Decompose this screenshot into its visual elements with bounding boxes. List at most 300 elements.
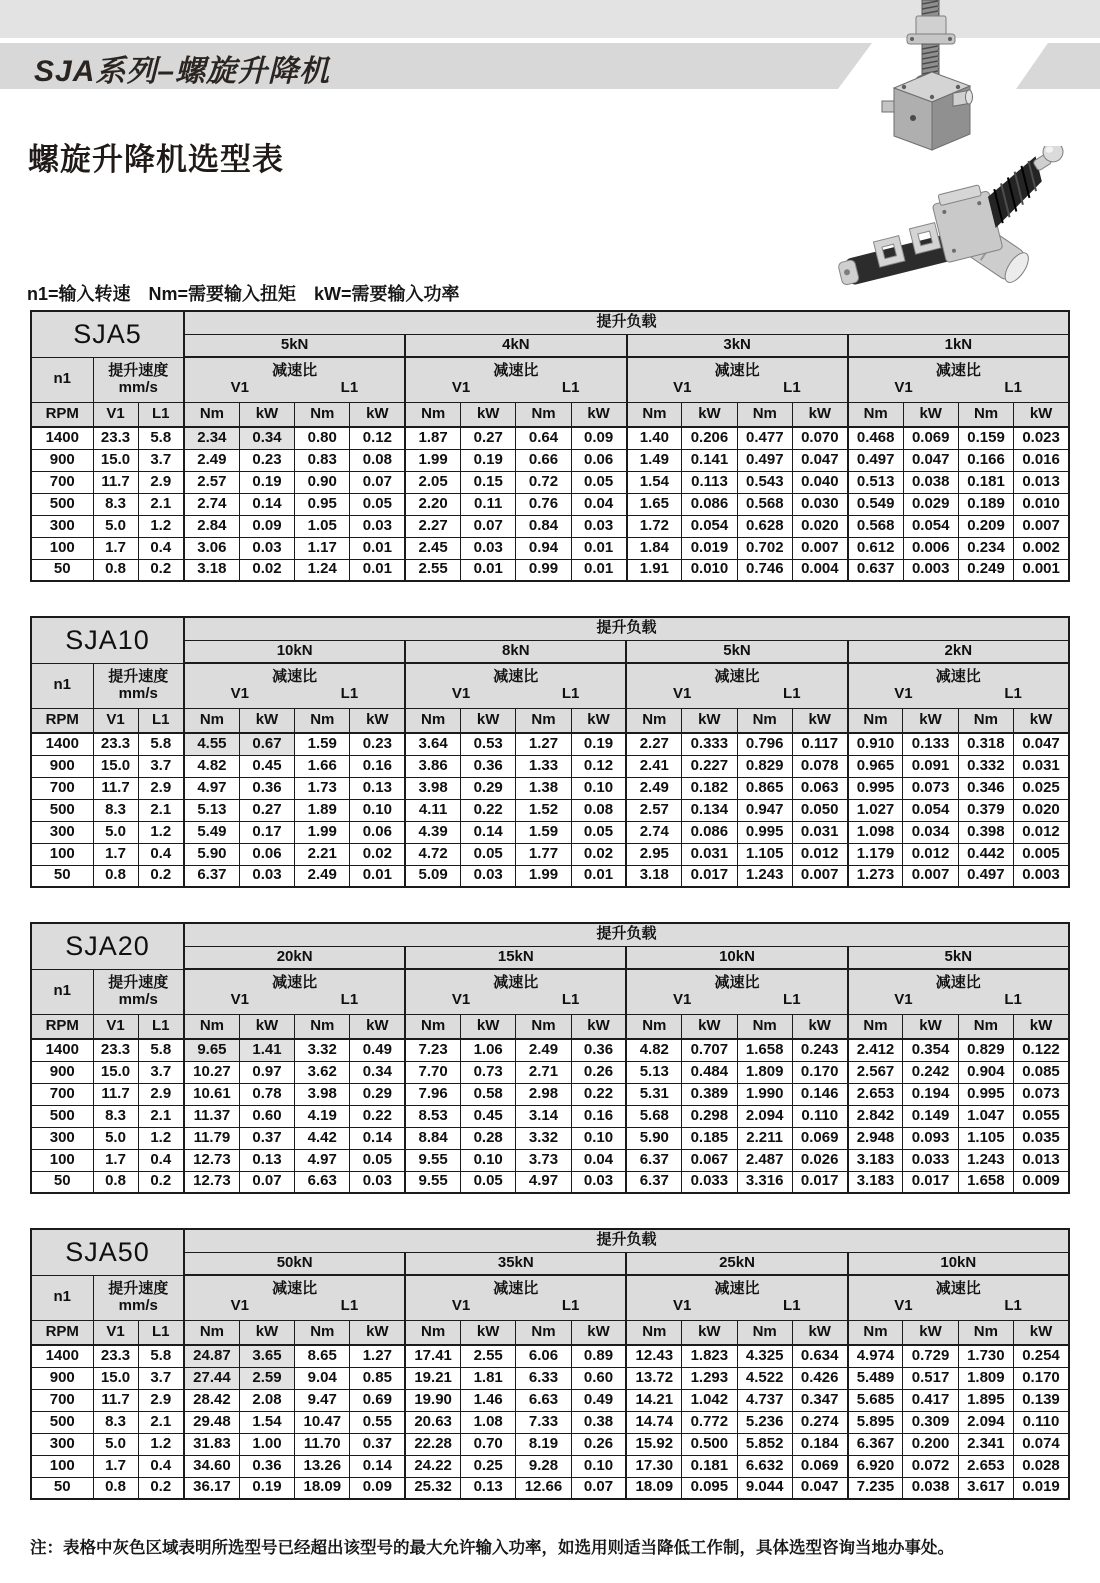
data-cell: 0.995 (958, 1083, 1013, 1105)
model-name: SJA10 (31, 617, 184, 663)
v1-speed: 1.7 (93, 843, 138, 865)
data-cell: 1.54 (627, 471, 682, 493)
l1-speed: 2.9 (138, 1389, 184, 1411)
data-cell: 0.146 (792, 1083, 847, 1105)
data-cell: 0.468 (848, 427, 903, 449)
rpm-label: RPM (31, 708, 93, 733)
kw-label: kW (239, 402, 294, 427)
data-cell: 0.007 (792, 537, 847, 559)
nm-label: Nm (405, 1014, 460, 1039)
data-cell: 1.047 (958, 1105, 1013, 1127)
data-cell: 0.772 (682, 1411, 737, 1433)
kw-label: kW (350, 1014, 405, 1039)
data-cell: 3.183 (848, 1171, 903, 1193)
data-cell: 1.24 (295, 559, 350, 581)
data-cell: 0.05 (571, 471, 626, 493)
data-cell: 0.477 (737, 427, 792, 449)
kw-label: kW (1014, 402, 1069, 427)
data-cell: 0.110 (1013, 1411, 1069, 1433)
data-cell: 1.99 (405, 449, 460, 471)
nm-label: Nm (626, 1014, 681, 1039)
v1-speed: 5.0 (93, 1127, 138, 1149)
data-cell: 2.341 (958, 1433, 1013, 1455)
rpm-value: 900 (31, 1367, 93, 1389)
data-cell: 7.96 (405, 1083, 460, 1105)
data-cell: 0.16 (350, 755, 405, 777)
kw-label: kW (350, 708, 405, 733)
data-cell: 0.06 (571, 449, 626, 471)
data-cell: 1.99 (295, 821, 350, 843)
data-cell: 0.200 (903, 1433, 958, 1455)
data-cell: 0.14 (350, 1455, 405, 1477)
data-cell: 1.91 (627, 559, 682, 581)
data-cell: 2.84 (184, 515, 239, 537)
data-cell: 6.63 (295, 1171, 350, 1193)
data-cell: 17.30 (626, 1455, 681, 1477)
data-cell: 0.025 (1013, 777, 1069, 799)
rpm-value: 50 (31, 1171, 93, 1193)
l1-speed: 3.7 (138, 755, 184, 777)
data-cell: 18.09 (626, 1477, 681, 1499)
data-cell: 9.55 (405, 1171, 460, 1193)
data-cell: 1.99 (516, 865, 571, 887)
load-label: 1kN (848, 334, 1069, 357)
rpm-value: 100 (31, 537, 93, 559)
data-cell: 0.76 (516, 493, 571, 515)
data-cell: 4.42 (295, 1127, 350, 1149)
data-cell: 0.007 (792, 865, 847, 887)
data-cell: 10.61 (184, 1083, 239, 1105)
kw-label: kW (792, 1014, 847, 1039)
l1-speed: 3.7 (138, 1061, 184, 1083)
l1-speed: 5.8 (138, 1345, 184, 1367)
ratio-header: 减速比 V1 L1 (184, 1275, 405, 1320)
data-cell: 0.013 (1013, 1149, 1069, 1171)
data-cell: 24.22 (405, 1455, 460, 1477)
data-cell: 0.60 (571, 1367, 626, 1389)
data-cell: 0.66 (516, 449, 571, 471)
data-cell: 0.034 (903, 821, 958, 843)
data-cell: 2.49 (626, 777, 681, 799)
nm-label: Nm (295, 1014, 350, 1039)
data-cell: 2.95 (626, 843, 681, 865)
data-cell: 1.098 (848, 821, 903, 843)
data-cell: 1.87 (405, 427, 460, 449)
data-cell: 0.53 (461, 733, 516, 755)
data-cell: 4.82 (184, 755, 239, 777)
v1-speed: 0.8 (93, 1171, 138, 1193)
data-cell: 0.09 (239, 515, 294, 537)
l1-speed: 2.1 (138, 493, 184, 515)
data-cell: 5.09 (405, 865, 460, 887)
data-cell: 9.65 (184, 1039, 239, 1061)
data-cell: 5.31 (626, 1083, 681, 1105)
data-cell: 9.55 (405, 1149, 460, 1171)
data-cell: 4.97 (295, 1149, 350, 1171)
kw-label: kW (1013, 1320, 1069, 1345)
ratio-header: 减速比 V1 L1 (184, 357, 405, 402)
data-cell: 2.55 (461, 1345, 516, 1367)
n1-label: n1 (31, 663, 93, 708)
l1-speed: 2.9 (138, 777, 184, 799)
data-cell: 0.019 (682, 537, 737, 559)
data-cell: 0.26 (571, 1433, 626, 1455)
data-cell: 4.11 (405, 799, 460, 821)
data-cell: 0.13 (461, 1477, 516, 1499)
data-cell: 0.22 (461, 799, 516, 821)
data-cell: 0.309 (903, 1411, 958, 1433)
v1-speed: 0.8 (93, 1477, 138, 1499)
page-title: 螺旋升降机选型表 (28, 142, 284, 177)
nm-label: Nm (295, 1320, 350, 1345)
data-cell: 0.637 (848, 559, 903, 581)
v1-speed: 0.8 (93, 559, 138, 581)
v1-speed: 8.3 (93, 799, 138, 821)
l1-speed: 2.1 (138, 1411, 184, 1433)
load-header: 提升负载 (184, 923, 1069, 946)
data-cell: 0.37 (239, 1127, 294, 1149)
rpm-value: 1400 (31, 1345, 93, 1367)
data-cell: 0.69 (350, 1389, 405, 1411)
kw-label: kW (239, 1320, 294, 1345)
v1-speed: 5.0 (93, 1433, 138, 1455)
data-cell: 0.500 (682, 1433, 737, 1455)
model-name: SJA20 (31, 923, 184, 969)
data-cell: 0.182 (682, 777, 737, 799)
data-cell: 0.069 (792, 1127, 847, 1149)
data-cell: 19.21 (405, 1367, 460, 1389)
data-cell: 0.995 (737, 821, 792, 843)
l1-speed: 1.2 (138, 515, 184, 537)
data-cell: 1.81 (461, 1367, 516, 1389)
data-cell: 1.89 (295, 799, 350, 821)
model-name: SJA50 (31, 1229, 184, 1275)
v1-speed: 8.3 (93, 1105, 138, 1127)
ratio-header: 减速比 V1 L1 (848, 1275, 1069, 1320)
selection-table-SJA50 (30, 1228, 1070, 1500)
data-cell: 1.27 (516, 733, 571, 755)
data-cell: 1.823 (682, 1345, 737, 1367)
data-cell: 1.46 (461, 1389, 516, 1411)
data-cell: 0.005 (1013, 843, 1069, 865)
data-cell: 0.612 (848, 537, 903, 559)
load-label: 15kN (405, 946, 626, 969)
data-cell: 1.59 (295, 733, 350, 755)
nm-label: Nm (516, 402, 571, 427)
data-cell: 1.72 (627, 515, 682, 537)
data-cell: 4.97 (184, 777, 239, 799)
ratio-header: 减速比 V1 L1 (626, 1275, 847, 1320)
kw-label: kW (903, 1320, 958, 1345)
data-cell: 5.49 (184, 821, 239, 843)
selection-table-SJA5 (30, 310, 1070, 582)
data-cell: 0.020 (1013, 799, 1069, 821)
ratio-header: 减速比 V1 L1 (848, 663, 1069, 708)
l1-speed: 0.2 (138, 559, 184, 581)
data-cell: 9.28 (516, 1455, 571, 1477)
data-cell: 0.72 (516, 471, 571, 493)
load-label: 25kN (626, 1252, 847, 1275)
nm-label: Nm (958, 1014, 1013, 1039)
data-cell: 0.02 (571, 843, 626, 865)
kw-label: kW (239, 1014, 294, 1039)
data-cell: 0.36 (571, 1039, 626, 1061)
rpm-value: 50 (31, 559, 93, 581)
data-cell: 0.006 (903, 537, 958, 559)
load-label: 4kN (405, 334, 626, 357)
data-cell: 3.183 (848, 1149, 903, 1171)
data-cell: 28.42 (184, 1389, 239, 1411)
kw-label: kW (461, 1014, 516, 1039)
data-cell: 1.243 (958, 1149, 1013, 1171)
data-cell: 0.007 (903, 865, 958, 887)
model-name: SJA5 (31, 311, 184, 357)
data-cell: 2.211 (737, 1127, 792, 1149)
data-cell: 0.069 (903, 427, 958, 449)
data-cell: 0.047 (792, 1477, 847, 1499)
data-cell: 0.95 (295, 493, 350, 515)
l1-speed: 1.2 (138, 1433, 184, 1455)
l1-speed: 0.2 (138, 865, 184, 887)
data-cell: 1.65 (627, 493, 682, 515)
rpm-value: 900 (31, 449, 93, 471)
data-cell: 0.23 (239, 449, 294, 471)
data-cell: 24.87 (184, 1345, 239, 1367)
data-cell: 0.346 (958, 777, 1013, 799)
v1-speed: 11.7 (93, 471, 138, 493)
data-cell: 0.069 (792, 1455, 847, 1477)
data-cell: 0.13 (350, 777, 405, 799)
v1-speed: 15.0 (93, 449, 138, 471)
v1-speed: 5.0 (93, 821, 138, 843)
v1-speed: 8.3 (93, 1411, 138, 1433)
kw-label: kW (461, 1320, 516, 1345)
data-cell: 0.55 (350, 1411, 405, 1433)
v1-label: V1 (93, 1014, 138, 1039)
data-cell: 0.702 (737, 537, 792, 559)
data-cell: 2.57 (626, 799, 681, 821)
data-cell: 0.497 (737, 449, 792, 471)
data-cell: 0.007 (1014, 515, 1069, 537)
data-cell: 0.497 (848, 449, 903, 471)
data-cell: 0.031 (792, 821, 847, 843)
data-cell: 9.04 (295, 1367, 350, 1389)
data-cell: 18.09 (295, 1477, 350, 1499)
data-cell: 0.09 (571, 427, 626, 449)
data-cell: 0.038 (903, 1477, 958, 1499)
nm-label: Nm (737, 1014, 792, 1039)
rpm-value: 1400 (31, 427, 93, 449)
data-cell: 1.293 (682, 1367, 737, 1389)
rpm-value: 100 (31, 1455, 93, 1477)
data-cell: 0.170 (1013, 1367, 1069, 1389)
data-cell: 0.995 (848, 777, 903, 799)
data-cell: 0.139 (1013, 1389, 1069, 1411)
data-cell: 0.25 (461, 1455, 516, 1477)
data-cell: 3.617 (958, 1477, 1013, 1499)
data-cell: 9.47 (295, 1389, 350, 1411)
data-cell: 3.98 (405, 777, 460, 799)
kw-label: kW (350, 1320, 405, 1345)
nm-label: Nm (184, 1014, 239, 1039)
data-cell: 0.054 (903, 799, 958, 821)
v1-speed: 23.3 (93, 427, 138, 449)
flange-nut (907, 16, 955, 78)
data-cell: 0.074 (1013, 1433, 1069, 1455)
rpm-value: 300 (31, 1127, 93, 1149)
data-cell: 0.01 (350, 559, 405, 581)
data-cell: 11.79 (184, 1127, 239, 1149)
data-cell: 0.865 (737, 777, 792, 799)
data-cell: 0.01 (571, 865, 626, 887)
data-cell: 0.010 (682, 559, 737, 581)
data-cell: 0.729 (903, 1345, 958, 1367)
data-cell: 0.60 (239, 1105, 294, 1127)
data-cell: 4.97 (516, 1171, 571, 1193)
kw-label: kW (461, 402, 516, 427)
data-cell: 0.634 (792, 1345, 847, 1367)
data-cell: 20.63 (405, 1411, 460, 1433)
data-cell: 0.06 (239, 843, 294, 865)
l1-speed: 2.9 (138, 1083, 184, 1105)
data-cell: 0.030 (792, 493, 847, 515)
data-cell: 10.47 (295, 1411, 350, 1433)
data-cell: 0.398 (958, 821, 1013, 843)
data-cell: 3.64 (405, 733, 460, 755)
data-cell: 0.549 (848, 493, 903, 515)
data-cell: 0.086 (682, 821, 737, 843)
data-cell: 0.02 (239, 559, 294, 581)
l1-speed: 5.8 (138, 427, 184, 449)
data-cell: 0.001 (1014, 559, 1069, 581)
data-cell: 0.07 (239, 1171, 294, 1193)
data-cell: 7.235 (848, 1477, 903, 1499)
load-label: 3kN (627, 334, 848, 357)
data-cell: 0.110 (792, 1105, 847, 1127)
data-cell: 2.45 (405, 537, 460, 559)
data-cell: 0.05 (571, 821, 626, 843)
load-label: 5kN (848, 946, 1069, 969)
data-cell: 1.27 (350, 1345, 405, 1367)
data-cell: 8.19 (516, 1433, 571, 1455)
data-cell: 0.90 (295, 471, 350, 493)
data-cell: 2.842 (848, 1105, 903, 1127)
data-cell: 5.489 (848, 1367, 903, 1389)
nm-label: Nm (516, 1320, 571, 1345)
load-header: 提升负载 (184, 617, 1069, 640)
kw-label: kW (792, 708, 847, 733)
data-cell: 9.044 (737, 1477, 792, 1499)
v1-speed: 23.3 (93, 733, 138, 755)
series-banner-title: SJA系列–螺旋升降机 (34, 55, 331, 88)
v1-speed: 1.7 (93, 537, 138, 559)
data-cell: 0.23 (350, 733, 405, 755)
data-cell: 0.113 (682, 471, 737, 493)
data-cell: 0.117 (792, 733, 847, 755)
selection-table-SJA20 (30, 922, 1070, 1194)
nm-label: Nm (405, 708, 460, 733)
data-cell: 2.74 (184, 493, 239, 515)
l1-label: L1 (138, 708, 184, 733)
data-cell: 0.047 (792, 449, 847, 471)
data-cell: 1.08 (461, 1411, 516, 1433)
data-cell: 0.095 (682, 1477, 737, 1499)
data-cell: 0.093 (903, 1127, 958, 1149)
data-cell: 12.73 (184, 1171, 239, 1193)
data-cell: 0.11 (461, 493, 516, 515)
v1-label: V1 (93, 402, 138, 427)
data-cell: 0.746 (737, 559, 792, 581)
data-cell: 1.809 (737, 1061, 792, 1083)
l1-label: L1 (138, 1320, 184, 1345)
data-cell: 19.90 (405, 1389, 460, 1411)
data-cell: 0.02 (350, 843, 405, 865)
data-cell: 1.895 (958, 1389, 1013, 1411)
data-cell: 0.047 (1013, 733, 1069, 755)
data-cell: 2.653 (958, 1455, 1013, 1477)
data-cell: 1.105 (737, 843, 792, 865)
data-cell: 2.567 (848, 1061, 903, 1083)
data-cell: 4.522 (737, 1367, 792, 1389)
data-cell: 0.14 (461, 821, 516, 843)
data-cell: 0.67 (239, 733, 294, 755)
data-cell: 3.06 (184, 537, 239, 559)
data-cell: 0.389 (682, 1083, 737, 1105)
data-cell: 0.99 (516, 559, 571, 581)
data-cell: 0.028 (1013, 1455, 1069, 1477)
data-cell: 0.12 (350, 427, 405, 449)
data-cell: 7.70 (405, 1061, 460, 1083)
data-cell: 1.730 (958, 1345, 1013, 1367)
kw-label: kW (903, 708, 958, 733)
data-cell: 0.22 (350, 1105, 405, 1127)
data-cell: 0.009 (1013, 1171, 1069, 1193)
n1-label: n1 (31, 1275, 93, 1320)
data-cell: 0.01 (350, 537, 405, 559)
data-cell: 6.37 (184, 865, 239, 887)
nm-label: Nm (737, 1320, 792, 1345)
data-cell: 1.06 (461, 1039, 516, 1061)
ratio-header: 减速比 V1 L1 (848, 357, 1069, 402)
rpm-value: 900 (31, 1061, 93, 1083)
data-cell: 0.97 (239, 1061, 294, 1083)
data-cell: 0.517 (903, 1367, 958, 1389)
data-cell: 0.64 (516, 427, 571, 449)
data-cell: 0.243 (792, 1039, 847, 1061)
rpm-value: 300 (31, 515, 93, 537)
data-cell: 0.035 (1013, 1127, 1069, 1149)
data-cell: 2.27 (405, 515, 460, 537)
data-cell: 0.10 (571, 1127, 626, 1149)
kw-label: kW (571, 1320, 626, 1345)
data-cell: 1.042 (682, 1389, 737, 1411)
data-cell: 2.412 (848, 1039, 903, 1061)
data-cell: 0.054 (682, 515, 737, 537)
load-header: 提升负载 (184, 311, 1069, 334)
data-cell: 0.16 (571, 1105, 626, 1127)
data-cell: 27.44 (184, 1367, 239, 1389)
data-cell: 0.22 (571, 1083, 626, 1105)
speed-label: 提升速度 mm/s (93, 663, 184, 708)
data-cell: 0.242 (903, 1061, 958, 1083)
data-cell: 0.04 (571, 493, 626, 515)
data-cell: 0.426 (792, 1367, 847, 1389)
data-cell: 11.37 (184, 1105, 239, 1127)
data-cell: 0.12 (571, 755, 626, 777)
data-cell: 0.78 (239, 1083, 294, 1105)
data-cell: 0.159 (958, 427, 1013, 449)
data-cell: 0.072 (903, 1455, 958, 1477)
